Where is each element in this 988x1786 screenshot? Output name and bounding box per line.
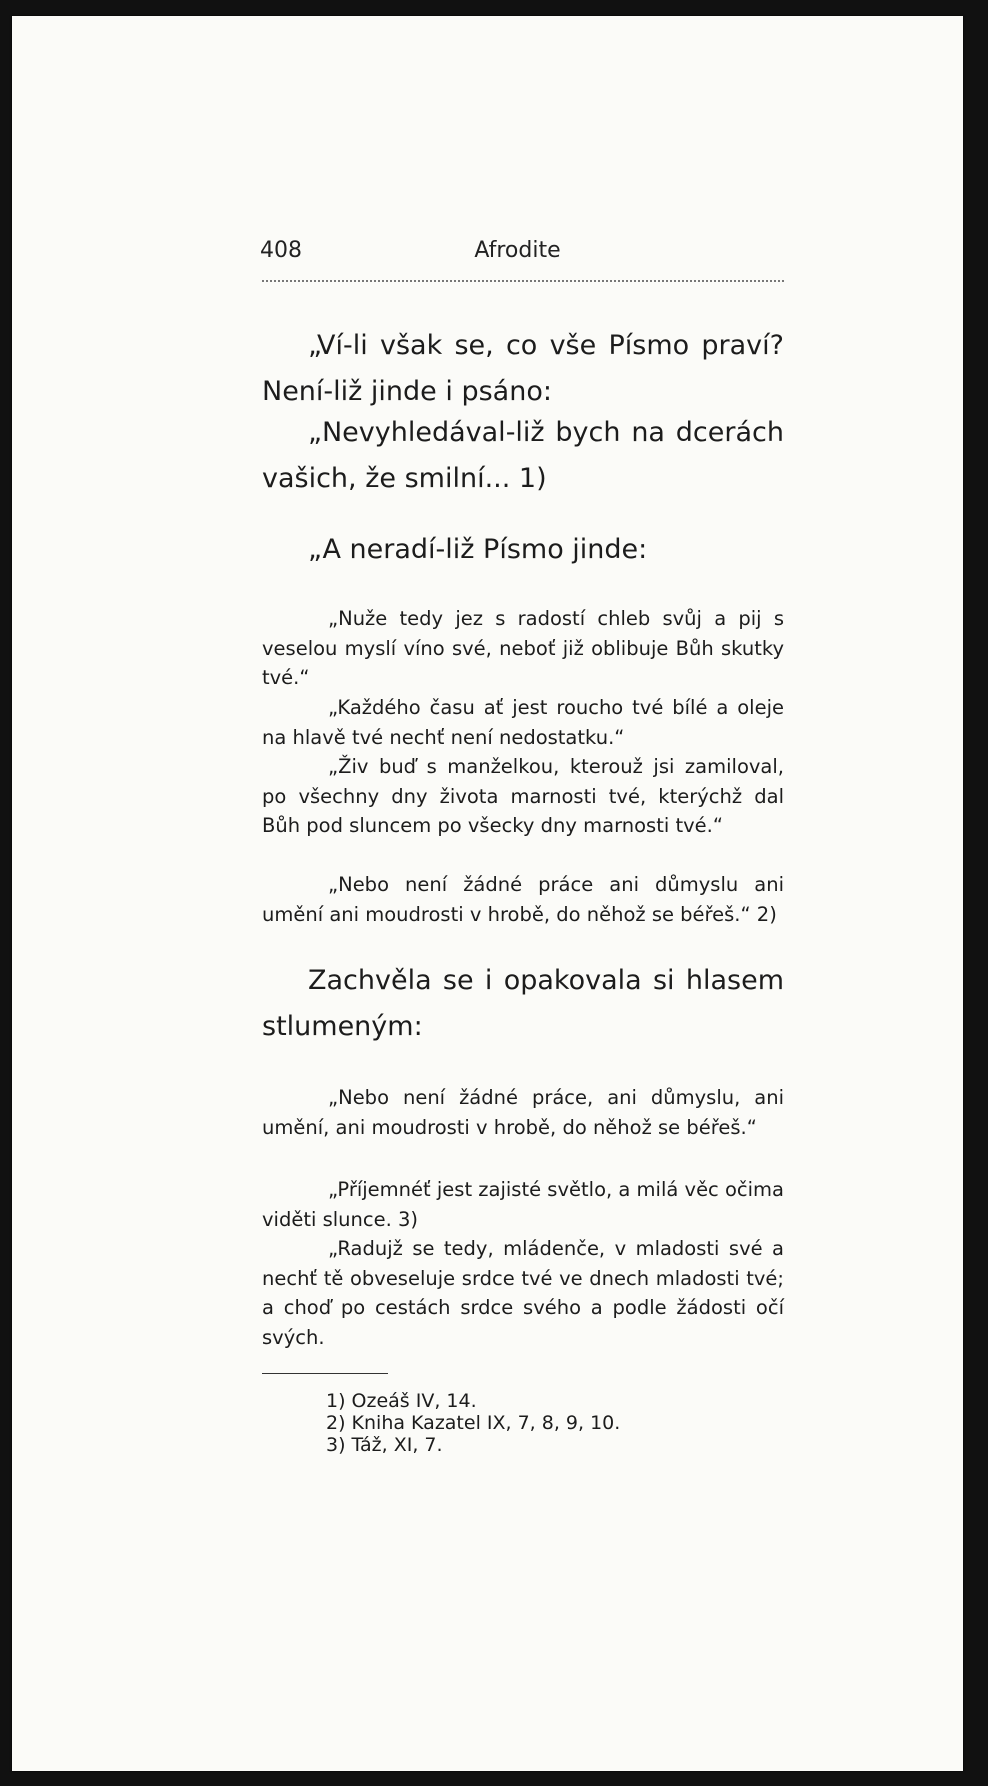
page-number: 408	[260, 238, 302, 263]
footnote-3: 3) Táž, XI, 7.	[326, 1434, 443, 1456]
footnotes	[326, 1390, 746, 1456]
running-title: Afrodite	[474, 238, 561, 263]
footnote-2: 2) Kniha Kazatel IX, 7, 8, 9, 10.	[326, 1412, 621, 1434]
quote-2: „Každého času ať jest roucho tvé bílé a oleje na hlavě tvé nechť není nedostatku.“	[262, 696, 784, 749]
paragraph-3: „A neradí-liž Písmo jinde:	[308, 534, 648, 565]
quote-5: „Nebo není žádné práce, ani důmyslu, ani umění, ani moudrosti v hrobě, do něhož se béřeš.“	[262, 1086, 784, 1139]
quote-7: „Radujž se tedy, mládenče, v mladosti své a nechť tě obveseluje srdce tvé ve dnech mladosti tvé; a choď po cestách srdce svého a podle žádosti očí svých.	[262, 1237, 784, 1349]
quote-3: „Živ buď s manželkou, kterouž jsi zamiloval, po všechny dny života marnosti tvé, kterýchž dal Bůh pod sluncem po všecky dny marnosti tvé.“	[262, 755, 784, 837]
footnote-1: 1) Ozeáš IV, 14.	[326, 1390, 477, 1412]
quote-6: „Příjemnéť jest zajisté světlo, a milá věc očima viděti slunce. 3)	[262, 1178, 784, 1231]
footnote-divider	[262, 1373, 388, 1374]
quote-1: „Nuže tedy jez s radostí chleb svůj a pij s veselou myslí víno své, neboť již oblibuje Bůh skutky tvé.“	[262, 607, 784, 689]
paragraph-1: „Ví-li však se, co vše Písmo praví? Není-liž jinde i psáno:	[262, 330, 784, 407]
quote-4: „Nebo není žádné práce ani důmyslu ani umění ani moudrosti v hrobě, do něhož se béřeš.“ 2)	[262, 873, 784, 926]
page-header	[250, 236, 785, 266]
header-divider	[262, 280, 784, 282]
paragraph-4: Zachvěla se i opakovala si hlasem stlumeným:	[262, 965, 784, 1042]
paragraph-2: „Nevyhledával-liž bych na dcerách vašich, že smilní... 1)	[262, 417, 784, 494]
